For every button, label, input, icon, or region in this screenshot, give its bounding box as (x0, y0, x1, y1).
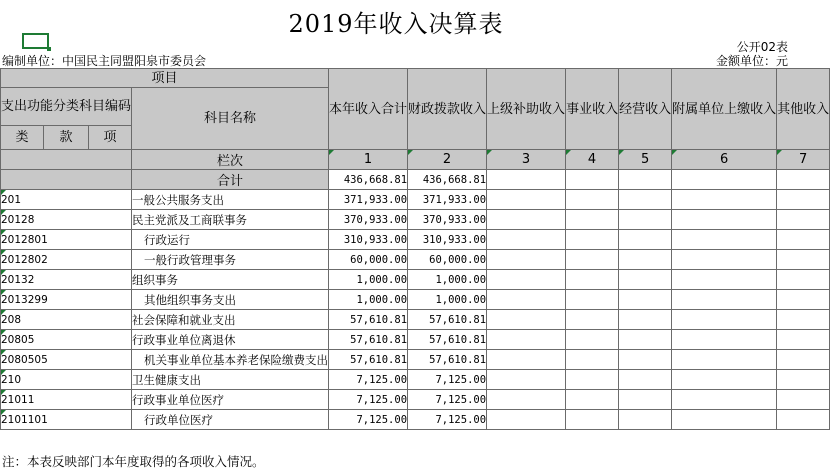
row-c7[interactable] (777, 410, 830, 430)
row-c2[interactable]: 60,000.00 (408, 250, 487, 270)
col-num-2[interactable]: 2 (408, 150, 487, 170)
row-c3[interactable] (487, 410, 566, 430)
table-row (1, 290, 830, 310)
row-c2[interactable]: 7,125.00 (408, 390, 487, 410)
row-c2[interactable]: 1,000.00 (408, 290, 487, 310)
header-col-4[interactable]: 事业收入 (566, 69, 619, 150)
row-c7[interactable] (777, 270, 830, 290)
row-name[interactable]: 卫生健康支出 (132, 370, 329, 390)
row-c4[interactable] (566, 270, 619, 290)
col-label-blank[interactable] (1, 150, 132, 170)
row-c1[interactable]: 1,000.00 (329, 270, 408, 290)
row-name[interactable]: 组织事务 (132, 270, 329, 290)
row-c2[interactable]: 57,610.81 (408, 330, 487, 350)
table-note: 注：本表反映部门本年度取得的各项收入情况。 (2, 454, 265, 469)
table-row (1, 410, 830, 430)
row-c1[interactable]: 57,610.81 (329, 330, 408, 350)
header-col-7[interactable]: 其他收入 (777, 69, 830, 150)
table-row (1, 210, 830, 230)
header-col-1[interactable]: 本年收入合计 (329, 69, 408, 150)
row-c3[interactable] (487, 350, 566, 370)
row-c2[interactable]: 1,000.00 (408, 270, 487, 290)
row-name[interactable]: 社会保障和就业支出 (132, 310, 329, 330)
document-code: 公开02表 (736, 40, 788, 54)
row-c2[interactable]: 7,125.00 (408, 410, 487, 430)
row-c7[interactable] (777, 290, 830, 310)
row-c3[interactable] (487, 190, 566, 210)
row-name[interactable]: 其他组织事务支出 (132, 290, 329, 310)
row-name[interactable]: 行政事业单位离退休 (132, 330, 329, 350)
row-c7[interactable] (777, 350, 830, 370)
row-c5[interactable] (619, 410, 672, 430)
total-c4[interactable] (566, 170, 619, 190)
header-item[interactable]: 项目 (1, 69, 329, 88)
row-code[interactable]: 2101101 (1, 410, 132, 430)
row-c5[interactable] (619, 230, 672, 250)
table-row (1, 370, 830, 390)
row-c5[interactable] (619, 350, 672, 370)
row-code[interactable]: 201 (1, 190, 132, 210)
row-c6[interactable] (672, 190, 777, 210)
col-num-3[interactable]: 3 (487, 150, 566, 170)
total-c3[interactable] (487, 170, 566, 190)
row-c5[interactable] (619, 270, 672, 290)
col-num-4[interactable]: 4 (566, 150, 619, 170)
header-subject-name[interactable]: 科目名称 (132, 88, 329, 150)
row-name[interactable]: 行政单位医疗 (132, 410, 329, 430)
row-code[interactable]: 20128 (1, 210, 132, 230)
row-c3[interactable] (487, 310, 566, 330)
row-c1[interactable]: 7,125.00 (329, 370, 408, 390)
row-code[interactable]: 2012802 (1, 250, 132, 270)
row-c6[interactable] (672, 330, 777, 350)
row-code[interactable]: 210 (1, 370, 132, 390)
row-c3[interactable] (487, 370, 566, 390)
row-c6[interactable] (672, 410, 777, 430)
row-c6[interactable] (672, 310, 777, 330)
header-func-code[interactable]: 支出功能分类科目编码 (1, 88, 132, 126)
col-num-6[interactable]: 6 (672, 150, 777, 170)
header-kuan[interactable]: 款 (44, 126, 89, 150)
table-row (1, 310, 830, 330)
row-c6[interactable] (672, 350, 777, 370)
col-num-7[interactable]: 7 (777, 150, 830, 170)
row-c6[interactable] (672, 210, 777, 230)
total-c7[interactable] (777, 170, 830, 190)
row-c2[interactable]: 371,933.00 (408, 190, 487, 210)
row-c3[interactable] (487, 290, 566, 310)
row-code[interactable]: 20805 (1, 330, 132, 350)
row-c3[interactable] (487, 390, 566, 410)
total-blank[interactable] (1, 170, 132, 190)
row-c7[interactable] (777, 370, 830, 390)
compiling-unit: 编制单位：中国民主同盟阳泉市委员会 (2, 54, 207, 68)
row-c1[interactable]: 7,125.00 (329, 390, 408, 410)
row-c3[interactable] (487, 210, 566, 230)
row-c1[interactable]: 57,610.81 (329, 310, 408, 330)
row-code[interactable]: 21011 (1, 390, 132, 410)
row-c5[interactable] (619, 330, 672, 350)
row-c4[interactable] (566, 410, 619, 430)
row-c3[interactable] (487, 270, 566, 290)
row-c6[interactable] (672, 230, 777, 250)
col-num-5[interactable]: 5 (619, 150, 672, 170)
row-c1[interactable]: 60,000.00 (329, 250, 408, 270)
col-label[interactable]: 栏次 (132, 150, 329, 170)
header-xiang[interactable]: 项 (88, 126, 131, 150)
row-c5[interactable] (619, 190, 672, 210)
header-col-6[interactable]: 附属单位上缴收入 (672, 69, 777, 150)
amount-unit: 金额单位：元 (715, 54, 788, 68)
row-c6[interactable] (672, 290, 777, 310)
row-name[interactable]: 行政运行 (132, 230, 329, 250)
header-col-5[interactable]: 经营收入 (619, 69, 672, 150)
table-row (1, 330, 830, 350)
row-c4[interactable] (566, 290, 619, 310)
row-c3[interactable] (487, 230, 566, 250)
table-row (1, 250, 830, 270)
table-row (1, 390, 830, 410)
row-c4[interactable] (566, 210, 619, 230)
row-c2[interactable]: 370,933.00 (408, 210, 487, 230)
row-name[interactable]: 机关事业单位基本养老保险缴费支出 (132, 350, 329, 370)
row-c4[interactable] (566, 250, 619, 270)
row-code[interactable]: 2080505 (1, 350, 132, 370)
row-name[interactable]: 一般行政管理事务 (132, 250, 329, 270)
row-c6[interactable] (672, 370, 777, 390)
row-code[interactable]: 2013299 (1, 290, 132, 310)
row-c4[interactable] (566, 330, 619, 350)
row-c4[interactable] (566, 310, 619, 330)
row-c4[interactable] (566, 370, 619, 390)
row-c4[interactable] (566, 390, 619, 410)
row-c7[interactable] (777, 210, 830, 230)
header-lei[interactable]: 类 (1, 126, 44, 150)
row-c5[interactable] (619, 290, 672, 310)
table-row (1, 230, 830, 250)
income-table (0, 68, 830, 430)
row-c7[interactable] (777, 330, 830, 350)
row-c1[interactable]: 57,610.81 (329, 350, 408, 370)
row-c4[interactable] (566, 190, 619, 210)
row-c2[interactable]: 310,933.00 (408, 230, 487, 250)
row-name[interactable]: 行政事业单位医疗 (132, 390, 329, 410)
total-label[interactable]: 合计 (132, 170, 329, 190)
total-c1[interactable]: 436,668.81 (329, 170, 408, 190)
row-c7[interactable] (777, 390, 830, 410)
active-cell-selector[interactable] (22, 33, 49, 49)
row-c1[interactable]: 370,933.00 (329, 210, 408, 230)
row-c1[interactable]: 310,933.00 (329, 230, 408, 250)
row-c5[interactable] (619, 310, 672, 330)
row-c1[interactable]: 1,000.00 (329, 290, 408, 310)
unit-line (2, 52, 790, 68)
row-code[interactable]: 208 (1, 310, 132, 330)
table-row (1, 350, 830, 370)
total-c2[interactable]: 436,668.81 (408, 170, 487, 190)
row-c2[interactable]: 57,610.81 (408, 310, 487, 330)
row-c7[interactable] (777, 230, 830, 250)
row-c1[interactable]: 7,125.00 (329, 410, 408, 430)
row-c6[interactable] (672, 270, 777, 290)
row-c2[interactable]: 7,125.00 (408, 370, 487, 390)
row-c4[interactable] (566, 230, 619, 250)
row-c1[interactable]: 371,933.00 (329, 190, 408, 210)
row-c3[interactable] (487, 330, 566, 350)
table-row (1, 270, 830, 290)
col-num-1[interactable]: 1 (329, 150, 408, 170)
row-c5[interactable] (619, 250, 672, 270)
row-code[interactable]: 2012801 (1, 230, 132, 250)
row-c7[interactable] (777, 250, 830, 270)
row-c5[interactable] (619, 370, 672, 390)
row-name[interactable]: 民主党派及工商联事务 (132, 210, 329, 230)
row-c4[interactable] (566, 350, 619, 370)
row-c2[interactable]: 57,610.81 (408, 350, 487, 370)
header-col-2[interactable]: 财政拨款收入 (408, 69, 487, 150)
row-c5[interactable] (619, 210, 672, 230)
row-c3[interactable] (487, 250, 566, 270)
row-c7[interactable] (777, 310, 830, 330)
row-c5[interactable] (619, 390, 672, 410)
table-row (1, 190, 830, 210)
row-name[interactable]: 一般公共服务支出 (132, 190, 329, 210)
header-col-3[interactable]: 上级补助收入 (487, 69, 566, 150)
row-c6[interactable] (672, 250, 777, 270)
row-c7[interactable] (777, 190, 830, 210)
total-c6[interactable] (672, 170, 777, 190)
report-title: 2019年收入决算表 (288, 10, 504, 38)
row-c6[interactable] (672, 390, 777, 410)
total-c5[interactable] (619, 170, 672, 190)
row-code[interactable]: 20132 (1, 270, 132, 290)
